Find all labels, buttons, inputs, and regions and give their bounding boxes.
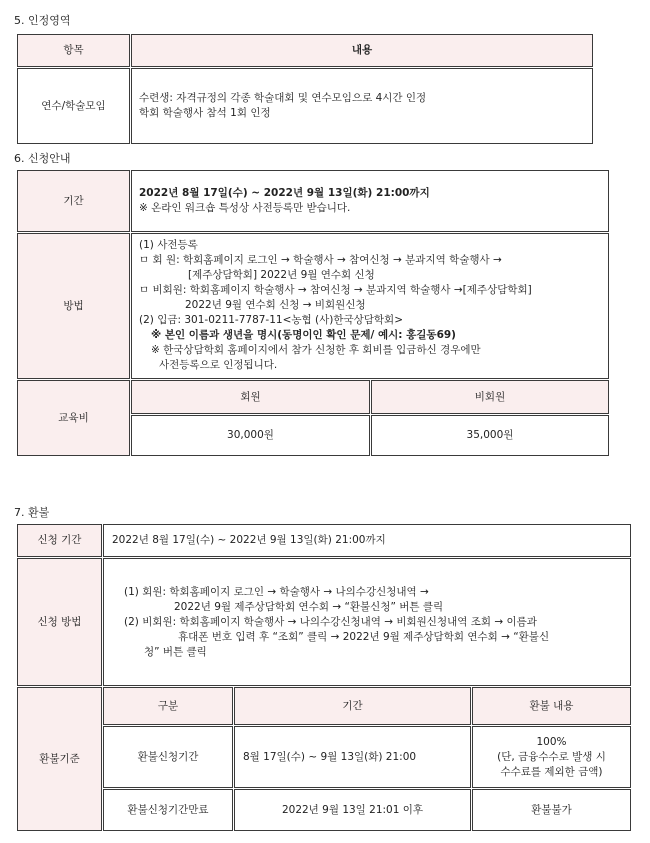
sec6-member-fee-cell — [131, 415, 370, 456]
refund-method-line: (1) 회원: 학회홈페이지 로그인 → 학술행사 → 나의수강신청내역 → — [124, 585, 429, 598]
sec5-row-line: 학회 학술행사 참석 1회 인정 — [139, 107, 271, 119]
sec6-period-main: 2022년 8월 17일(수) ~ 2022년 9월 13일(화) 21:00까지 — [139, 187, 430, 199]
sec6-method-value-cell — [131, 233, 609, 379]
sec7-row1-refund-line: 수수료를 제외한 금액) — [500, 765, 603, 778]
sec6-period-label: 기간 — [63, 194, 84, 207]
sec7-row2-refund-cell — [472, 789, 631, 831]
sec6-method-label-cell — [17, 233, 130, 379]
sec7-col-type-header — [103, 687, 233, 725]
sec7-apply-method-label-cell — [17, 558, 102, 686]
method-line: 사전등록으로 인정됩니다. — [159, 359, 278, 371]
sec7-row2-period: 2022년 9월 13일 21:01 이후 — [281, 803, 424, 816]
sec6-member-fee: 30,000원 — [227, 429, 274, 441]
sec7-row1-refund-line: (단, 금융수수로 발생 시 — [497, 750, 606, 763]
sec7-col-refund: 환불 내용 — [529, 699, 574, 712]
sec7-col-refund-header — [472, 687, 631, 725]
method-line: (2) 입금: 301-0211-7787-11<농협 (사)한국상담학회> — [139, 314, 403, 326]
section-5-heading: 5. 인정영역 — [14, 14, 71, 27]
sec7-row1-type: 환불신청기간 — [137, 750, 199, 763]
refund-method-line: (2) 비회원: 학회홈페이지 학술행사 → 나의수강신청내역 → 비회원신청내역 조회 → 이름과 — [124, 615, 537, 628]
sec5-col-content-label: 내용 — [351, 44, 373, 56]
sec6-member-label: 회원 — [240, 390, 261, 403]
sec5-row-label: 연수/학술모임 — [41, 99, 106, 112]
sec7-row1-period: 8월 17일(수) ~ 9월 13일(화) 21:00 — [243, 750, 417, 763]
sec7-col-type: 구분 — [157, 699, 179, 712]
method-line: (1) 사전등록 — [139, 239, 198, 251]
method-line: [제주상담학회] 2022년 9월 연수회 신청 — [188, 269, 375, 281]
method-line: 2022년 9월 연수회 신청 → 비회원신청 — [185, 299, 366, 311]
section-7-heading: 7. 환불 — [14, 506, 50, 519]
sec7-criteria-label-cell — [17, 687, 102, 831]
sec7-row1-refund-cell — [472, 726, 631, 788]
sec7-row2-period-cell — [234, 789, 471, 831]
sec7-row1-type-cell — [103, 726, 233, 788]
section-6-heading: 6. 신청안내 — [14, 152, 71, 165]
sec6-nonmember-fee-cell — [371, 415, 609, 456]
sec7-apply-period-value-cell — [103, 524, 631, 557]
sec7-row2-type: 환불신청기간만료 — [127, 803, 209, 816]
sec7-apply-period-label-cell — [17, 524, 102, 557]
sec7-row2-type-cell — [103, 789, 233, 831]
sec5-row-line: 수련생: 자격규정의 각종 학술대회 및 연수모임으로 4시간 인정 — [139, 92, 427, 104]
sec7-apply-method-value-cell — [103, 558, 631, 686]
sec7-apply-period-label: 신청 기간 — [37, 534, 82, 546]
sec5-row-content-cell — [131, 68, 593, 144]
sec5-col-content-header — [131, 34, 593, 67]
sec7-col-period-header — [234, 687, 471, 725]
refund-method-line: 2022년 9월 제주상담학회 연수회 → “환불신청” 버튼 클릭 — [174, 600, 444, 613]
refund-method-line: 청” 버튼 클릭 — [144, 645, 207, 658]
refund-method-line: 휴대폰 번호 입력 후 “조회” 클릭 → 2022년 9월 제주상담학회 연수회 → “환불신 — [178, 630, 550, 643]
method-line: ※ 본인 이름과 생년을 명시(동명이인 확인 문제/ 예시: 홍길동69) — [151, 329, 456, 341]
sec5-col-item-label: 항목 — [63, 44, 84, 56]
sec5-row-label-cell — [17, 68, 130, 144]
sec6-method-label: 방법 — [63, 299, 84, 312]
sec6-nonmember-label: 비회원 — [474, 390, 506, 403]
sec7-row1-period-cell — [234, 726, 471, 788]
method-line: ㅁ 비회원: 학회홈페이지 학술행사 → 참여신청 → 분과지역 학술행사 →[제주상담학회] — [139, 284, 532, 296]
sec6-period-value-cell — [131, 170, 609, 232]
sec6-member-header — [131, 380, 370, 414]
sec7-col-period: 기간 — [342, 699, 363, 712]
sec5-col-item-header — [17, 34, 130, 67]
sec7-criteria-label: 환불기준 — [39, 752, 80, 765]
sec6-fee-label: 교육비 — [58, 411, 89, 424]
sec6-period-label-cell — [17, 170, 130, 232]
sec6-nonmember-fee: 35,000원 — [466, 429, 514, 441]
sec6-fee-label-cell — [17, 380, 130, 456]
method-line: ㅁ 회 원: 학회홈페이지 로그인 → 학술행사 → 참여신청 → 분과지역 학술행사 → — [139, 254, 502, 266]
sec7-apply-period-value: 2022년 8월 17일(수) ~ 2022년 9월 13일(화) 21:00까지 — [112, 534, 386, 546]
sec7-row2-refund: 환불불가 — [531, 803, 572, 816]
sec6-nonmember-header — [371, 380, 609, 414]
method-line: ※ 한국상담학회 홈페이지에서 참가 신청한 후 회비를 입금하신 경우에만 — [151, 344, 481, 356]
sec7-row1-refund-line: 100% — [536, 735, 567, 748]
sec7-apply-method-label: 신청 방법 — [37, 615, 82, 628]
sec6-period-note: ※ 온라인 워크숍 특성상 사전등록만 받습니다. — [139, 202, 351, 214]
